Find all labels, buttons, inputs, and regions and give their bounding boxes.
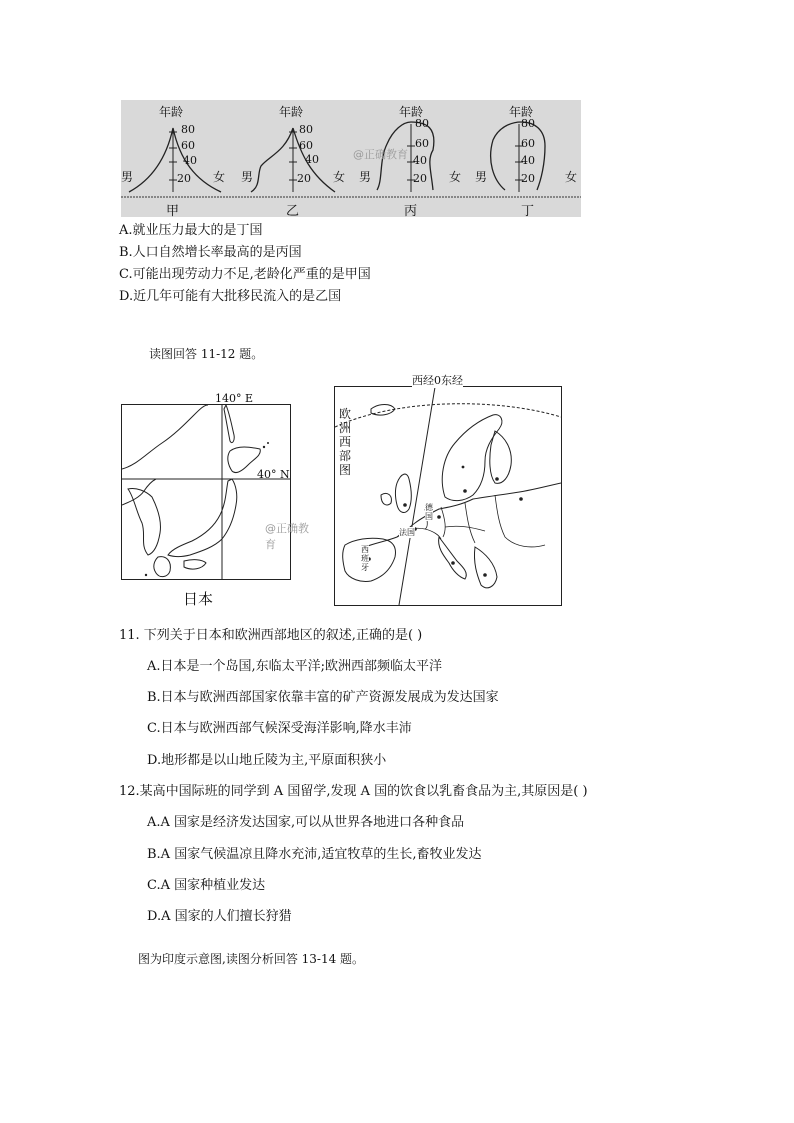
age-tick-40: 40	[305, 153, 319, 166]
title-char: 西	[339, 435, 352, 449]
q11-option-a: A.日本是一个岛国,东临太平洋;欧洲西部频临太平洋	[147, 659, 443, 674]
male-label: 男	[359, 170, 372, 184]
label-char: 班	[361, 554, 369, 563]
q11-stem: 11. 下列关于日本和欧洲西部地区的叙述,正确的是( )	[119, 628, 423, 643]
q12-stem: 12.某高中国际班的同学到 A 国留学,发现 A 国的饮食以乳畜食品为主,其原因是( )	[119, 784, 588, 799]
panel-label-jia: 甲	[166, 204, 180, 219]
title-char: 部	[339, 449, 352, 463]
age-tick-60: 60	[299, 139, 313, 152]
age-tick-60: 60	[415, 137, 429, 150]
latitude-label: 40° N	[257, 468, 290, 481]
europe-map-drawing	[335, 387, 561, 605]
title-char: 欧	[339, 407, 352, 421]
age-axis-title: 年龄	[509, 105, 534, 119]
panel-label-ding: 丁	[521, 204, 535, 219]
label-spain	[361, 545, 369, 572]
label-char: 德	[425, 503, 433, 512]
q10-options	[119, 220, 371, 308]
label-germany	[425, 503, 433, 521]
age-tick-40: 40	[521, 154, 535, 167]
title-char: 图	[339, 463, 352, 477]
age-tick-60: 60	[181, 139, 195, 152]
meridian-label: 西经0东经	[412, 374, 463, 387]
population-pyramids-figure	[121, 100, 581, 217]
intro-11-12: 读图回答 11-12 题。	[149, 347, 264, 361]
q12-option-d: D.A 国家的人们擅长狩猎	[147, 909, 292, 924]
age-tick-20: 20	[297, 172, 311, 185]
label-char: 牙	[361, 563, 369, 572]
age-tick-60: 60	[521, 137, 535, 150]
label-char: 国	[425, 512, 433, 521]
male-label: 男	[475, 170, 488, 184]
female-label: 女	[333, 170, 346, 184]
age-axis-title: 年龄	[399, 105, 424, 119]
age-tick-80: 80	[299, 123, 313, 136]
option-c: C.可能出现劳动力不足,老龄化严重的是甲国	[119, 267, 371, 282]
age-tick-80: 80	[521, 117, 535, 130]
panel-label-bing: 丙	[404, 204, 418, 219]
label-france: 法国	[399, 528, 415, 537]
japan-map-caption: 日本	[183, 590, 214, 608]
female-label: 女	[565, 170, 578, 184]
female-label: 女	[449, 170, 462, 184]
age-tick-20: 20	[177, 172, 191, 185]
age-tick-20: 20	[521, 172, 535, 185]
age-tick-20: 20	[413, 172, 427, 185]
q12-option-b: B.A 国家气候温凉且降水充沛,适宜牧草的生长,畜牧业发达	[147, 847, 482, 862]
q12-option-a: A.A 国家是经济发达国家,可以从世界各地进口各种食品	[147, 815, 465, 830]
age-tick-40: 40	[413, 154, 427, 167]
europe-map-figure	[332, 372, 564, 609]
age-tick-80: 80	[415, 117, 429, 130]
pyramid-yi	[251, 128, 335, 192]
japan-map-figure	[117, 390, 317, 615]
panel-label-yi: 乙	[286, 204, 300, 219]
watermark: @正确教育	[353, 148, 408, 161]
longitude-label: 140° E	[215, 392, 254, 405]
japan-map-frame	[121, 404, 291, 580]
q11-option-c: C.日本与欧洲西部气候深受海洋影响,降水丰沛	[147, 721, 412, 736]
pyramid-ding	[491, 122, 545, 192]
option-a: A.就业压力最大的是丁国	[119, 223, 263, 238]
age-tick-40: 40	[183, 154, 197, 167]
europe-map-frame	[334, 386, 562, 606]
intro-13-14: 图为印度示意图,读图分析回答 13-14 题。	[138, 952, 365, 966]
option-d: D.近几年可能有大批移民流入的是乙国	[119, 289, 342, 304]
age-axis-title: 年龄	[279, 105, 304, 119]
label-char: 西	[361, 545, 369, 554]
age-axis-title: 年龄	[159, 105, 184, 119]
title-char: 洲	[339, 421, 352, 435]
male-label: 男	[121, 170, 134, 184]
japan-map-drawing	[122, 405, 290, 579]
q12-option-c: C.A 国家种植业发达	[147, 878, 266, 893]
q11-option-d: D.地形都是以山地丘陵为主,平原面积狭小	[147, 753, 387, 768]
male-label: 男	[241, 170, 254, 184]
female-label: 女	[213, 170, 226, 184]
age-tick-80: 80	[181, 123, 195, 136]
q11-option-b: B.日本与欧洲西部国家依靠丰富的矿产资源发展成为发达国家	[147, 690, 499, 705]
watermark: @正确教育	[265, 522, 309, 551]
option-b: B.人口自然增长率最高的是丙国	[119, 245, 302, 260]
pyramid-jia	[129, 128, 221, 192]
europe-map-title	[339, 407, 355, 477]
